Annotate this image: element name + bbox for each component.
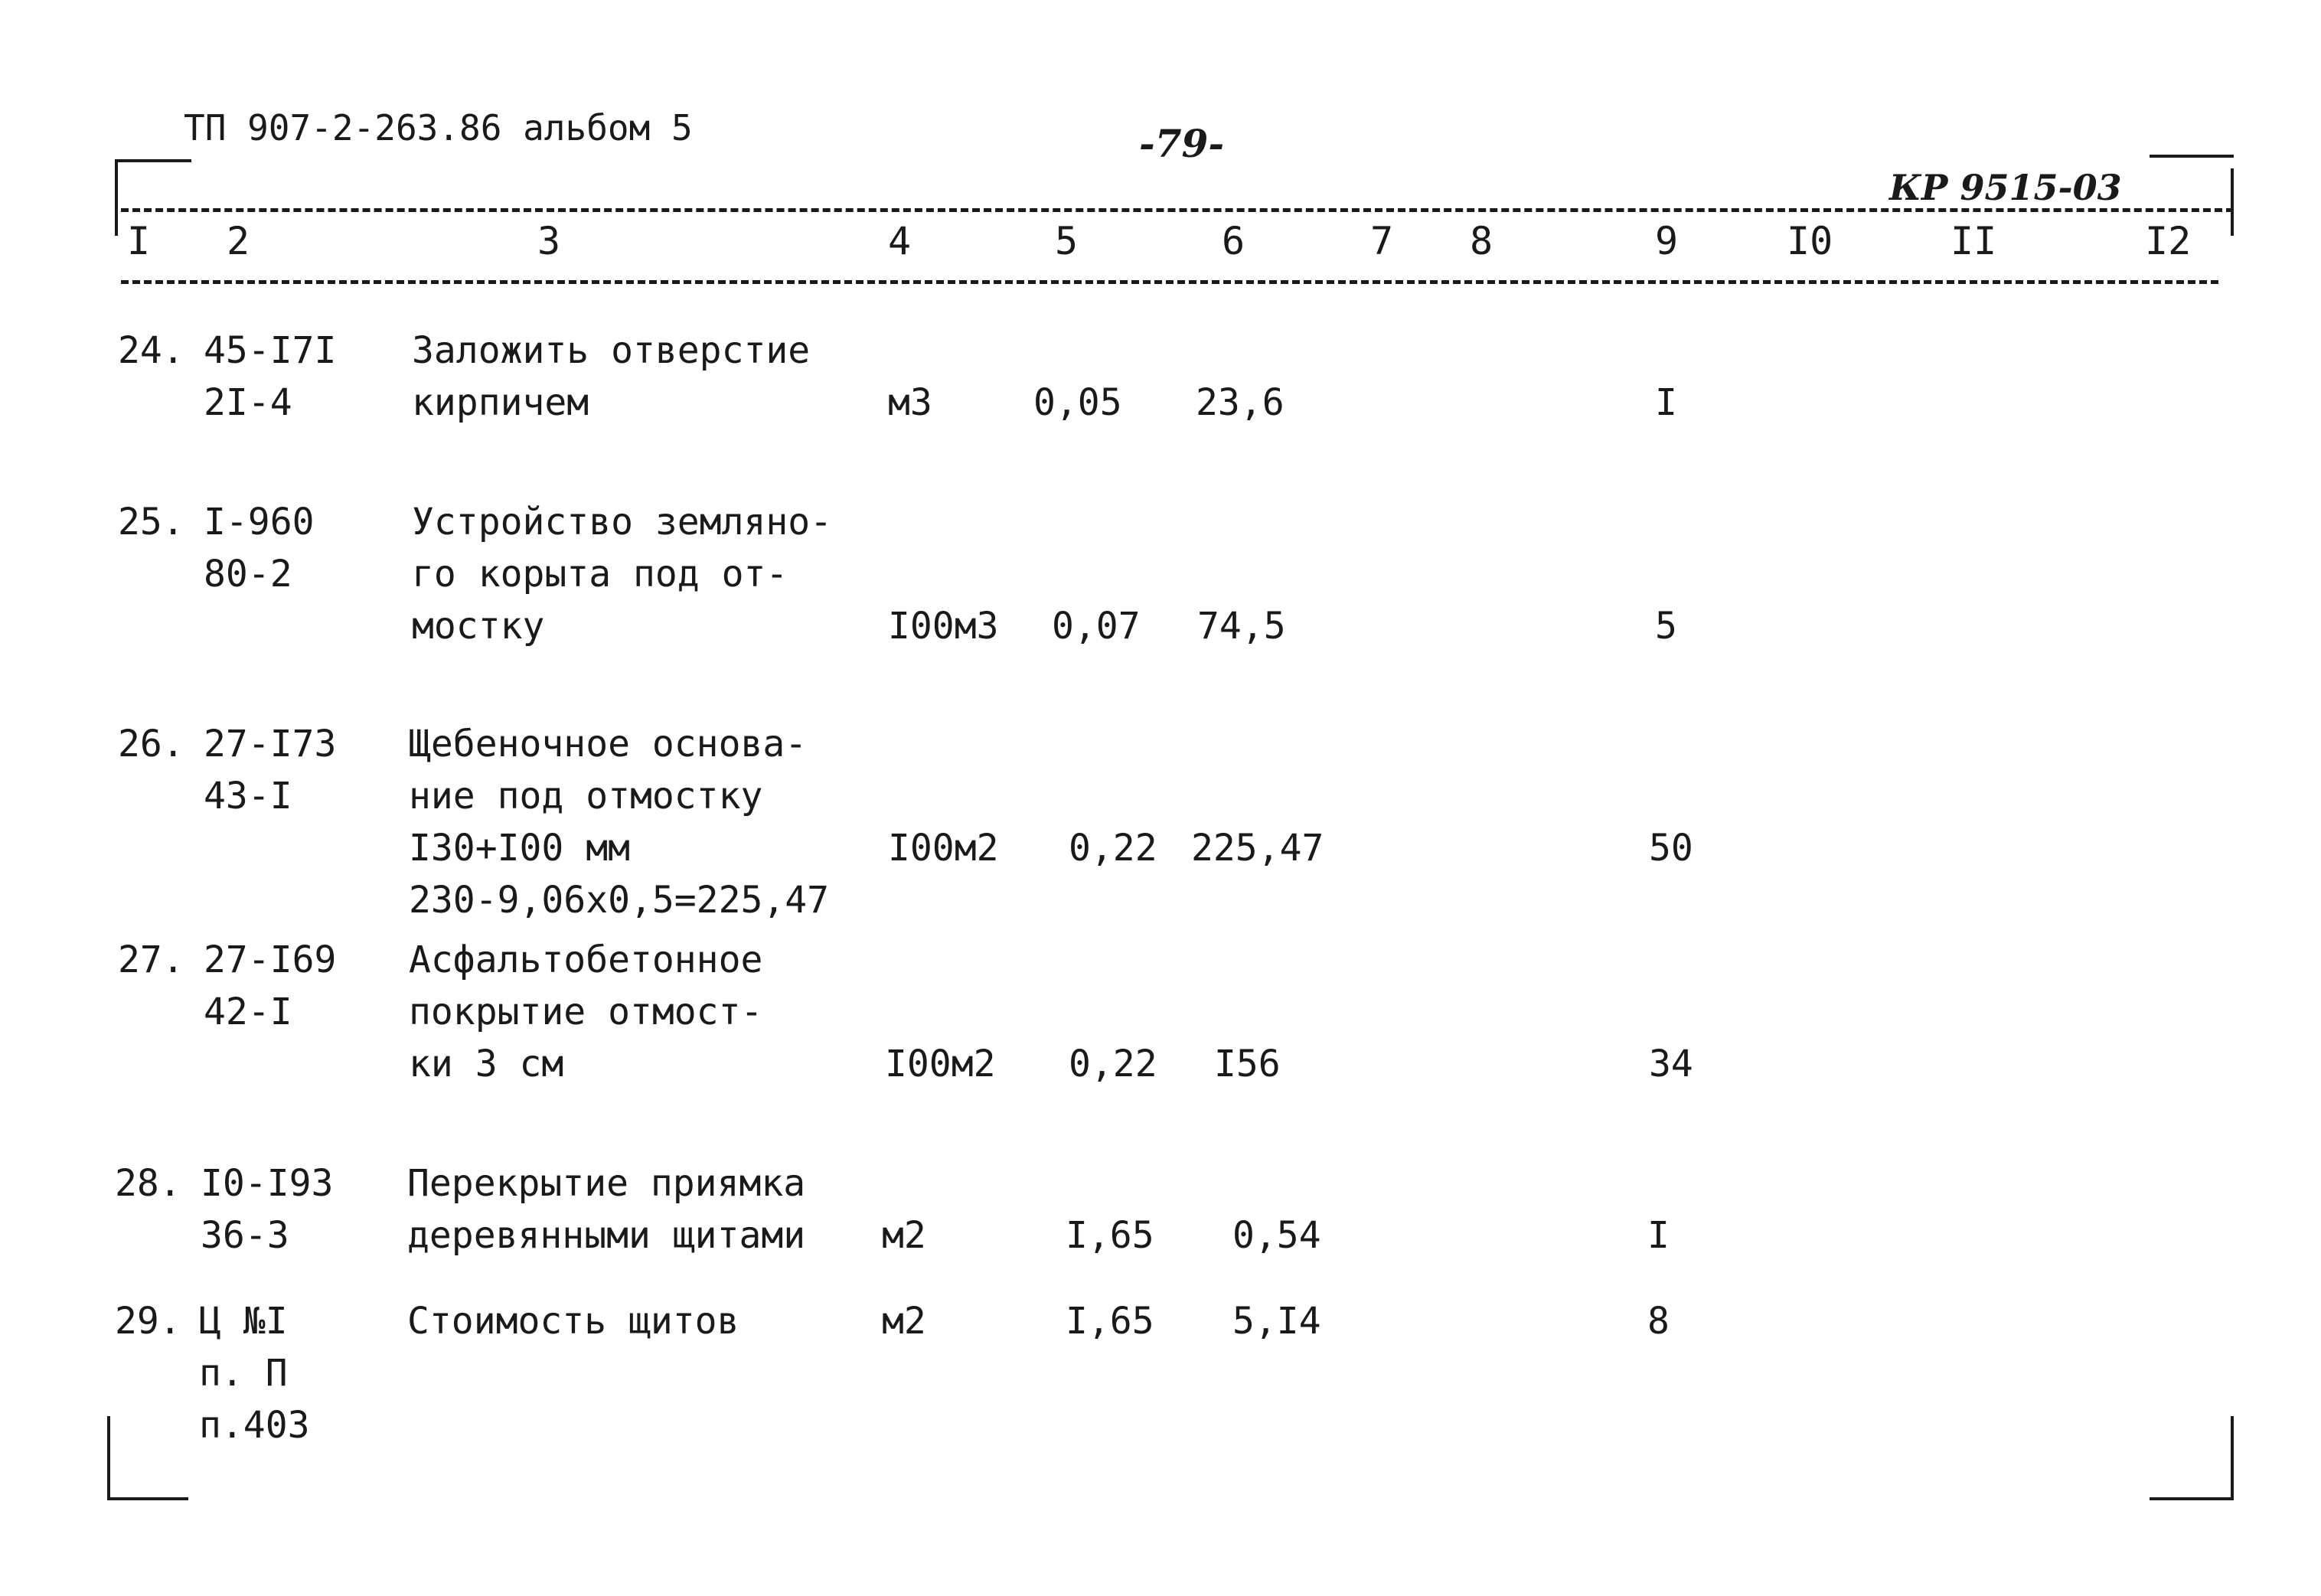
col-header-1: I <box>127 219 151 263</box>
quantity: 0,07 <box>1052 605 1141 648</box>
norm-code: 27-I73 43-I <box>204 723 337 818</box>
col-header-4: 4 <box>888 219 912 263</box>
document-code: ТП 907-2-263.86 альбом 5 <box>184 107 693 149</box>
col-header-5: 5 <box>1055 219 1079 263</box>
quantity: 0,22 <box>1069 827 1157 870</box>
quantity: I,65 <box>1066 1214 1154 1257</box>
row-number: 24. <box>118 329 184 372</box>
quantity: I,65 <box>1066 1300 1154 1343</box>
unit: I00м2 <box>888 827 999 870</box>
total: I <box>1647 1214 1670 1257</box>
frame-top-left-tick <box>115 159 191 162</box>
unit-price: 225,47 <box>1191 827 1324 870</box>
unit-price: 23,6 <box>1196 381 1285 424</box>
norm-code: I-960 80-2 <box>204 501 315 596</box>
frame-right-bottom <box>2231 1416 2234 1500</box>
row-number: 26. <box>118 723 184 765</box>
unit-price: 0,54 <box>1232 1214 1321 1257</box>
col-header-6: 6 <box>1222 219 1245 263</box>
frame-right-top <box>2231 168 2234 236</box>
total: 50 <box>1649 827 1693 870</box>
frame-left-top <box>115 159 118 236</box>
col-header-3: 3 <box>537 219 561 263</box>
col-header-9: 9 <box>1655 219 1679 263</box>
row-number: 25. <box>118 501 184 543</box>
row-number: 27. <box>118 938 184 981</box>
header-line-upper <box>121 208 2234 212</box>
unit: м2 <box>882 1214 926 1257</box>
row-number: 29. <box>115 1300 181 1343</box>
quantity: 0,05 <box>1033 381 1122 424</box>
unit: м3 <box>888 381 932 424</box>
header-line-lower <box>121 280 2218 284</box>
work-description: Устройство землянo- го корыта под от- мостку <box>412 501 833 648</box>
unit-price: I56 <box>1214 1043 1281 1085</box>
col-header-2: 2 <box>227 219 250 263</box>
work-description: Асфальтобетонное покрытие отмост- ки 3 см <box>409 938 763 1085</box>
total: 5 <box>1655 605 1677 648</box>
col-header-7: 7 <box>1370 219 1394 263</box>
work-description: Перекрытие приямка деревянными щитами <box>407 1162 806 1257</box>
work-description: Щебеночное основа- ние под отмостку I30+I00 мм 230-9,06x0,5=225,47 <box>409 723 830 922</box>
unit: м2 <box>882 1300 926 1343</box>
unit-price: 74,5 <box>1197 605 1286 648</box>
work-description: Стоимость щитов <box>407 1300 739 1343</box>
col-header-10: I0 <box>1787 219 1833 263</box>
col-header-12: I2 <box>2145 219 2192 263</box>
col-header-11: II <box>1950 219 1997 263</box>
norm-code: Ц №I п. П п.403 <box>199 1300 310 1447</box>
norm-code: 27-I69 42-I <box>204 938 337 1033</box>
frame-left-bottom <box>107 1416 110 1500</box>
work-description: Заложить отверстие кирпичем <box>412 329 811 424</box>
unit-price: 5,I4 <box>1232 1300 1321 1343</box>
page-number: -79- <box>1139 121 1225 166</box>
sheet-code: КР 9515-03 <box>1889 167 2122 208</box>
norm-code: I0-I93 36-3 <box>201 1162 334 1257</box>
col-header-8: 8 <box>1470 219 1493 263</box>
row-number: 28. <box>115 1162 181 1205</box>
total: I <box>1655 381 1677 424</box>
quantity: 0,22 <box>1069 1043 1157 1085</box>
unit: I00м3 <box>888 605 999 648</box>
frame-bottom-right <box>2150 1497 2234 1500</box>
total: 8 <box>1647 1300 1670 1343</box>
frame-bottom-left <box>107 1497 188 1500</box>
total: 34 <box>1649 1043 1693 1085</box>
unit: I00м2 <box>885 1043 996 1085</box>
norm-code: 45-I7I 2I-4 <box>204 329 337 424</box>
frame-top-right-tick <box>2150 155 2234 158</box>
